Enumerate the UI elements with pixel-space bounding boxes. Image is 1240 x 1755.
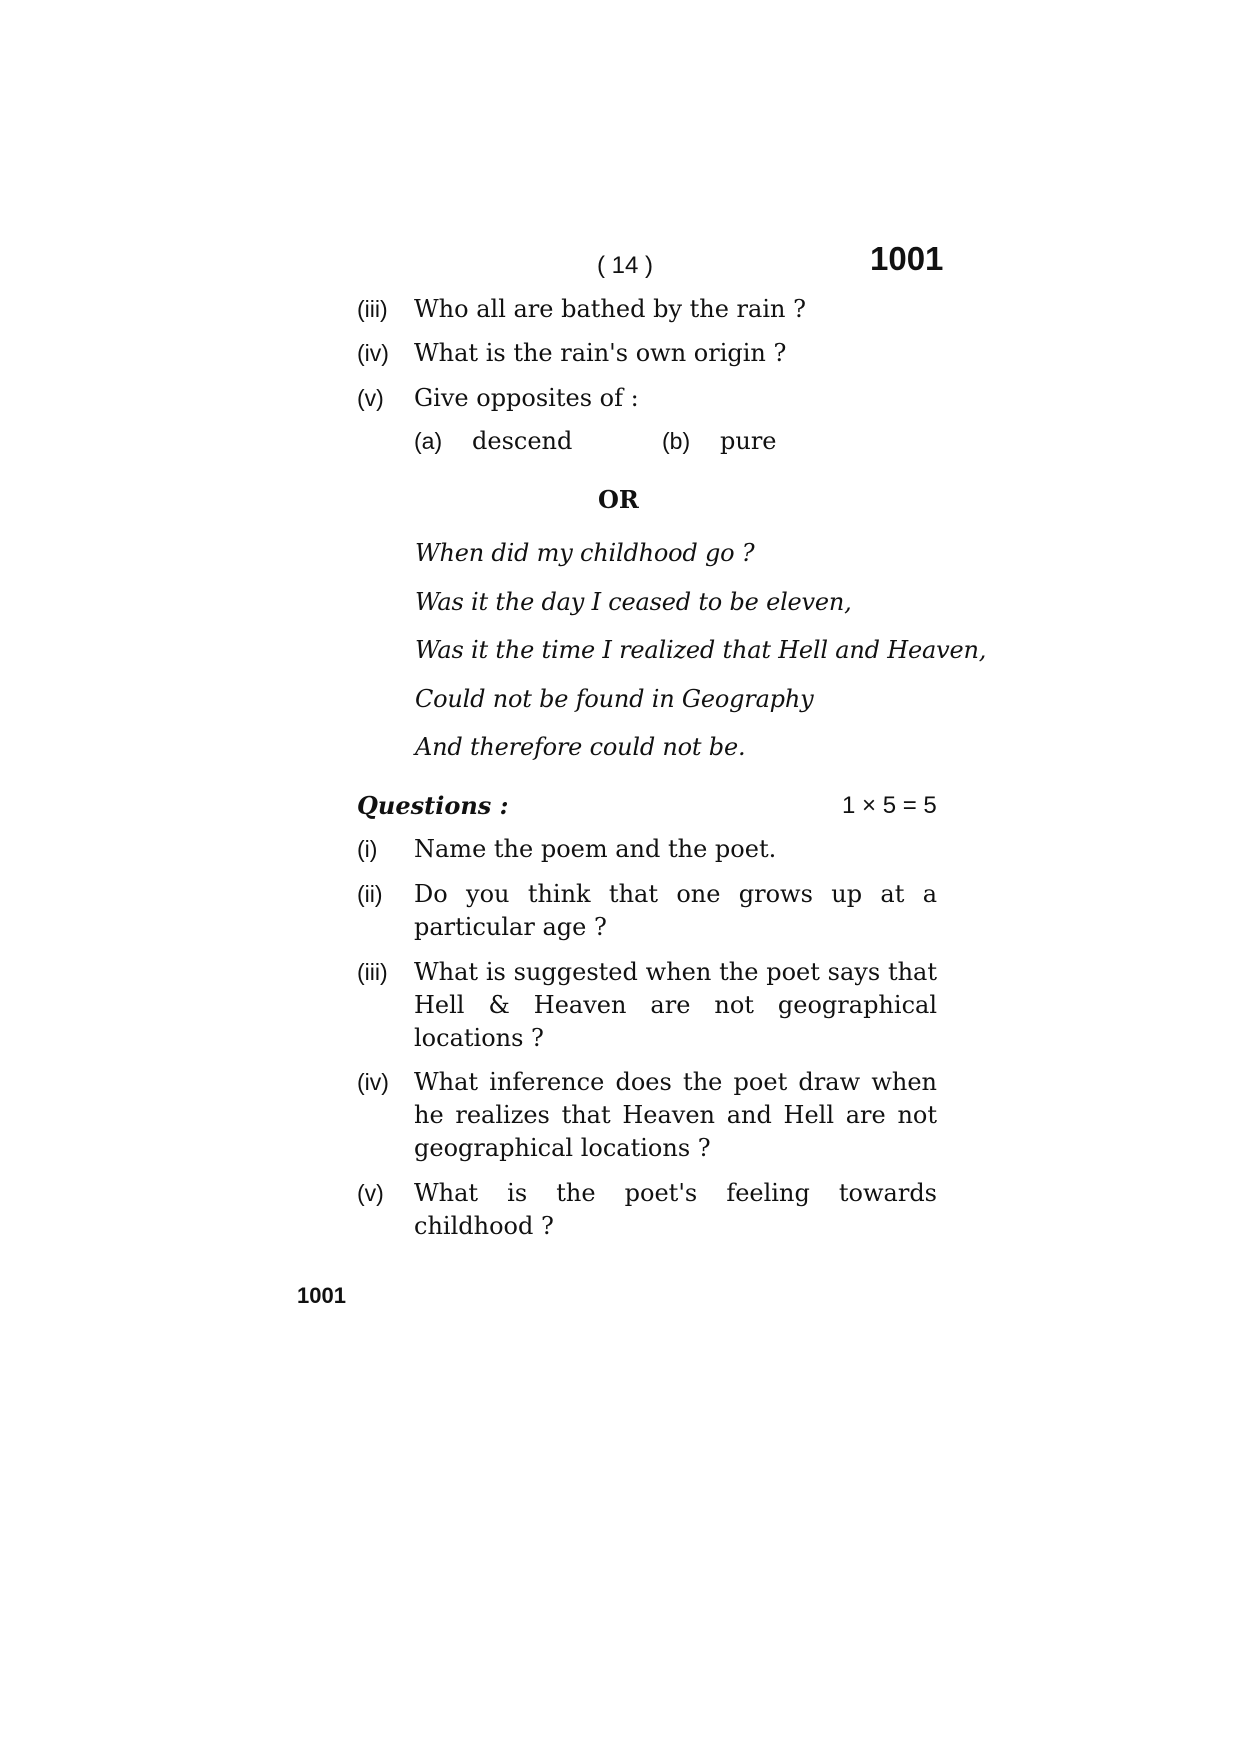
- question-number: (iv): [357, 340, 389, 366]
- opposite-b: [662, 427, 690, 455]
- question-text: What is the poet's feeling towards childhood ?: [414, 1179, 937, 1240]
- poem-line: And therefore could not be.: [415, 733, 746, 761]
- marks-scheme: 1 × 5 = 5: [842, 792, 937, 819]
- question-number: (v): [357, 385, 384, 411]
- poem-line: Was it the time I realized that Hell and Heaven,: [415, 636, 987, 664]
- poem-line: Was it the day I ceased to be eleven,: [415, 588, 852, 616]
- opposite-a-word: descend: [472, 427, 573, 455]
- paper-code-footer: 1001: [297, 1283, 346, 1308]
- page-number: ( 14 ): [597, 252, 654, 279]
- questions-heading: Questions :: [357, 791, 509, 820]
- question-text: What is the rain's own origin ?: [414, 339, 787, 367]
- question-text: What is suggested when the poet says that Hell & Heaven are not geographical locations ?: [414, 958, 937, 1052]
- question-number: (iv): [357, 1069, 389, 1095]
- paper-code-header: 1001: [870, 240, 944, 277]
- option-label: (a): [414, 428, 443, 454]
- poem-line: When did my childhood go ?: [415, 539, 755, 567]
- question-text: Name the poem and the poet.: [414, 835, 777, 863]
- opposite-b-word: pure: [720, 427, 777, 455]
- question-text: Do you think that one grows up at a particular age ?: [414, 880, 937, 941]
- question-number: (v): [357, 1180, 384, 1206]
- question-number: (iii): [357, 296, 388, 322]
- question-text: Give opposites of :: [414, 384, 639, 412]
- or-separator: OR: [598, 485, 639, 514]
- question-text: What inference does the poet draw when he realizes that Heaven and Hell are not geographical locations ?: [414, 1068, 937, 1162]
- opposite-a: [414, 427, 442, 455]
- question-text: Who all are bathed by the rain ?: [414, 295, 806, 323]
- question-number: (ii): [357, 881, 383, 907]
- option-label: (b): [662, 428, 691, 454]
- question-number: (i): [357, 836, 378, 862]
- poem-line: Could not be found in Geography: [415, 685, 814, 713]
- question-number: (iii): [357, 959, 388, 985]
